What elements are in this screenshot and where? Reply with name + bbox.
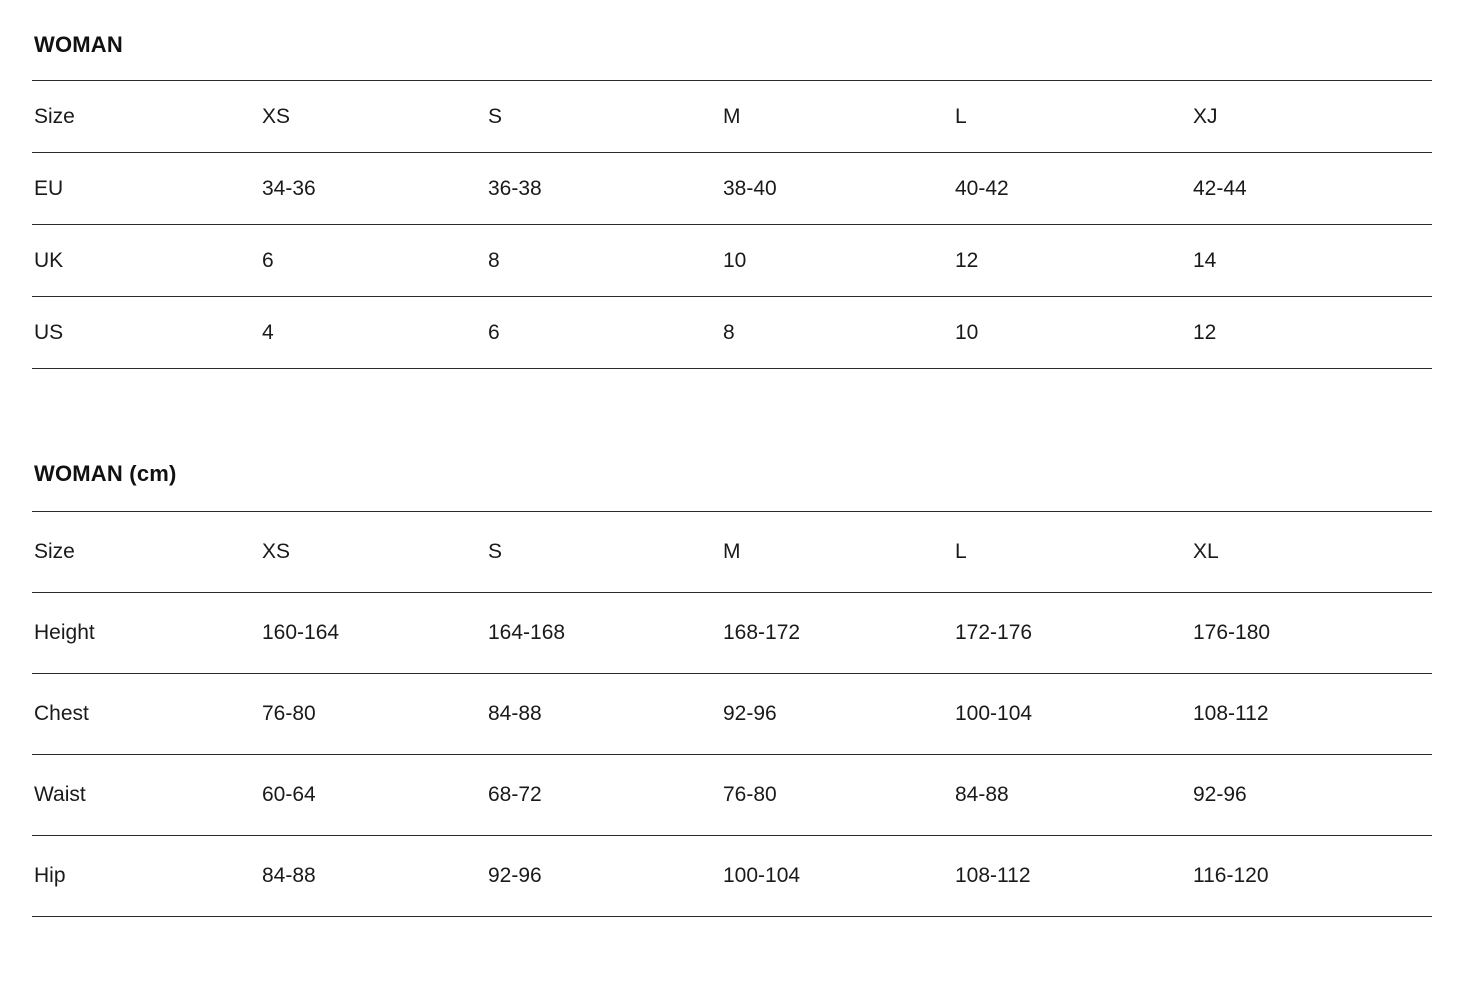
section-title-woman-cm: WOMAN (cm) (34, 461, 177, 486)
table-cell: 100-104 (723, 836, 955, 917)
table-cell: 84-88 (488, 674, 723, 755)
table-cell: 168-172 (723, 593, 955, 674)
table-cell: 76-80 (723, 755, 955, 836)
section-title-woman: WOMAN (34, 32, 123, 57)
row-label: US (32, 297, 262, 369)
column-header: L (955, 512, 1193, 593)
column-header: XL (1193, 512, 1432, 593)
table-cell: 14 (1193, 225, 1432, 297)
column-header: XS (262, 512, 488, 593)
row-label: Height (32, 593, 262, 674)
table-cell: 172-176 (955, 593, 1193, 674)
table-cell: 100-104 (955, 674, 1193, 755)
table-row (32, 755, 1432, 836)
table-cell: 176-180 (1193, 593, 1432, 674)
row-label: Waist (32, 755, 262, 836)
woman-size-table (32, 80, 1432, 369)
table-row (32, 593, 1432, 674)
table-cell: 68-72 (488, 755, 723, 836)
table-cell: 4 (262, 297, 488, 369)
section-spacer (32, 369, 1432, 461)
table-cell: 36-38 (488, 153, 723, 225)
table-row (32, 225, 1432, 297)
column-header: S (488, 81, 723, 153)
table-cell: 92-96 (723, 674, 955, 755)
row-label: Hip (32, 836, 262, 917)
table-cell: 34-36 (262, 153, 488, 225)
table-cell: 42-44 (1193, 153, 1432, 225)
table-cell: 164-168 (488, 593, 723, 674)
table-cell: 116-120 (1193, 836, 1432, 917)
column-header: XS (262, 81, 488, 153)
column-header: L (955, 81, 1193, 153)
table-cell: 76-80 (262, 674, 488, 755)
woman-measurements-table (32, 511, 1432, 917)
table-cell: 12 (955, 225, 1193, 297)
table-row (32, 836, 1432, 917)
woman-size-section (32, 32, 1432, 369)
table-cell: 8 (488, 225, 723, 297)
column-header: XJ (1193, 81, 1432, 153)
table-cell: 92-96 (488, 836, 723, 917)
table-header-row (32, 512, 1432, 593)
table-cell: 160-164 (262, 593, 488, 674)
table-header-row (32, 81, 1432, 153)
table-cell: 40-42 (955, 153, 1193, 225)
table-cell: 10 (955, 297, 1193, 369)
table-cell: 8 (723, 297, 955, 369)
table-cell: 92-96 (1193, 755, 1432, 836)
table-cell: 12 (1193, 297, 1432, 369)
table-cell: 6 (488, 297, 723, 369)
woman-measurements-section (32, 461, 1432, 917)
table-cell: 108-112 (1193, 674, 1432, 755)
table-cell: 10 (723, 225, 955, 297)
table-row (32, 297, 1432, 369)
column-header: Size (32, 512, 262, 593)
table-cell: 6 (262, 225, 488, 297)
table-cell: 60-64 (262, 755, 488, 836)
row-label: UK (32, 225, 262, 297)
table-cell: 38-40 (723, 153, 955, 225)
row-label: Chest (32, 674, 262, 755)
table-cell: 108-112 (955, 836, 1193, 917)
column-header: S (488, 512, 723, 593)
table-cell: 84-88 (262, 836, 488, 917)
column-header: M (723, 512, 955, 593)
column-header: M (723, 81, 955, 153)
column-header: Size (32, 81, 262, 153)
row-label: EU (32, 153, 262, 225)
table-row (32, 153, 1432, 225)
table-cell: 84-88 (955, 755, 1193, 836)
table-row (32, 674, 1432, 755)
